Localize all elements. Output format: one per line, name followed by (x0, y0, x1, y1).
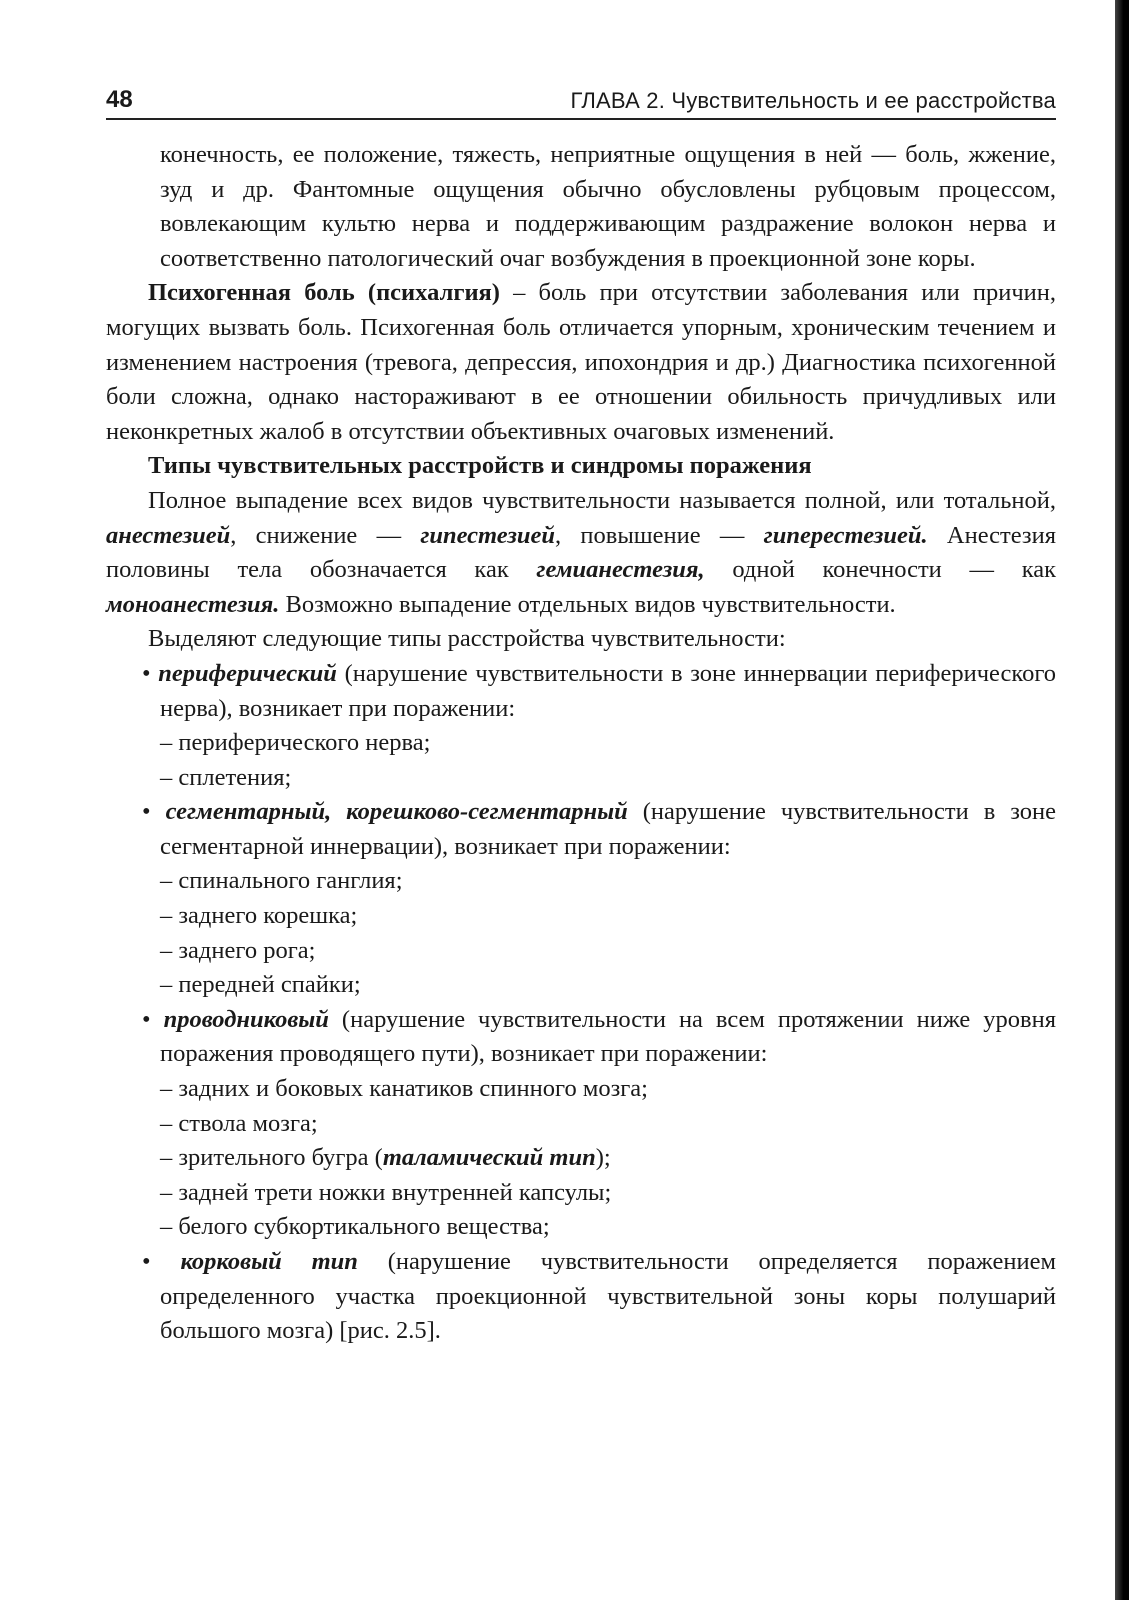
list-item: – спинального ганглия; (160, 867, 403, 895)
text-run: Полное выпадение всех видов чувствительности называется полной, или тотальной, (148, 486, 1056, 514)
list-item: – задней трети ножки внутренней капсулы; (160, 1178, 612, 1206)
text-run: – зрительного бугра ( (160, 1144, 383, 1172)
text-run: ); (595, 1144, 611, 1172)
list-item: – заднего рога; (160, 936, 316, 964)
term-hyperesthesia: гиперестезией. (763, 521, 928, 549)
list-item: – задних и боковых канатиков спинного мозга; (160, 1075, 648, 1103)
list-item: – ствола мозга; (160, 1109, 318, 1137)
text-run: , снижение — (230, 521, 421, 549)
page-body (106, 138, 1056, 1349)
text-run: Анестезия половины тела обозначается как (106, 521, 1056, 584)
page-number: 48 (106, 86, 133, 113)
bullet-segmental: • сегментарный, корешково-сегментарный (нарушение чувствительности в зоне сегментарной иннервации), возникает при поражении: (142, 798, 1057, 860)
term-anesthesia: анестезией (106, 521, 231, 549)
running-title: ГЛАВА 2. Чувствительность и ее расстройства (570, 88, 1056, 113)
bullet-cortical: • корковый тип (нарушение чувствительности определяется поражением определенного участка проекционной чувствительной зоны коры полушарий большого мозга) [рис. 2.5]. (142, 1248, 1056, 1345)
list-item: – белого субкортикального вещества; (160, 1213, 550, 1241)
list-item: – передней спайки; (160, 971, 361, 999)
paragraph-psychalgia (106, 276, 1056, 449)
text-run: , повышение — (555, 521, 764, 549)
term-segmental: сегментарный, корешково-сегментарный (165, 798, 628, 826)
text-run: Возможно выпадение отдельных видов чувствительности. (279, 590, 896, 618)
bullet-text: (нарушение чувствительности в зоне иннервации периферического нерва), возникает при поражении: (160, 659, 1057, 722)
list-item (106, 1141, 1056, 1176)
paragraph-text: конечность, ее положение, тяжесть, неприятные ощущения в ней — боль, жжение, зуд и др. Фантомные ощущения обычно обусловлены рубцовым процессом, вовлекающим культю нерва и поддерживающим раздражение волокон нерва и соответственно патологический очаг возбуждения в проекционной зоне коры. (160, 141, 1056, 272)
term-monoanesthesia: моноанестезия. (106, 590, 280, 618)
paragraph-phantom-continuation (106, 138, 1056, 276)
list-item: – сплетения; (160, 763, 292, 791)
list-item: – периферического нерва; (160, 729, 431, 757)
bullet-conductive: • проводниковый (нарушение чувствительности на всем протяжении ниже уровня поражения проводящего пути), возникает при поражении: (142, 1005, 1056, 1068)
term-thalamic: таламический тип (382, 1144, 596, 1172)
page-edge-shadow (1115, 0, 1129, 1600)
term-conductive: проводниковый (163, 1005, 329, 1033)
bullet-text: (нарушение чувствительности на всем протяжении ниже уровня поражения проводящего пути), возникает при поражении: (160, 1005, 1056, 1068)
term-hypesthesia: гипестезией (420, 521, 556, 549)
bullet-text: (нарушение чувствительности определяется поражением определенного участка проекционной чувствительной зоны коры полушарий большого мозга) [рис. 2.5]. (160, 1248, 1056, 1345)
text-run: одной конечности — как (704, 556, 1056, 584)
paragraph-anesthesia (106, 484, 1056, 622)
bullet-text: (нарушение чувствительности в зоне сегментарной иннервации), возникает при поражении: (160, 798, 1057, 860)
bullet-peripheral: • периферический (нарушение чувствительности в зоне иннервации периферического нерва), возникает при поражении: (142, 659, 1057, 722)
paragraph-types-intro: Выделяют следующие типы расстройства чувствительности: (148, 625, 786, 653)
list-item: – заднего корешка; (160, 902, 358, 930)
section-subheading: Типы чувствительных расстройств и синдромы поражения (148, 452, 812, 480)
paragraph-text: – боль при отсутствии заболевания или причин, могущих вызвать боль. Психогенная боль отличается упорным, хроническим течением и изменением настроения (тревога, депрессия, ипохондрия и др.) Диагностика психогенной боли сложна, однако настораживают в ее отношении обильность причудливых или неконкретных жалоб в отсутствии объективных очаговых изменений. (106, 279, 1056, 445)
term-cortical: корковый тип (180, 1248, 358, 1275)
term-hemianesthesia: гемианестезия, (536, 556, 705, 584)
page-header (106, 84, 1056, 120)
term-psychalgia: Психогенная боль (психалгия) (148, 279, 500, 307)
term-peripheral: периферический (158, 659, 337, 687)
